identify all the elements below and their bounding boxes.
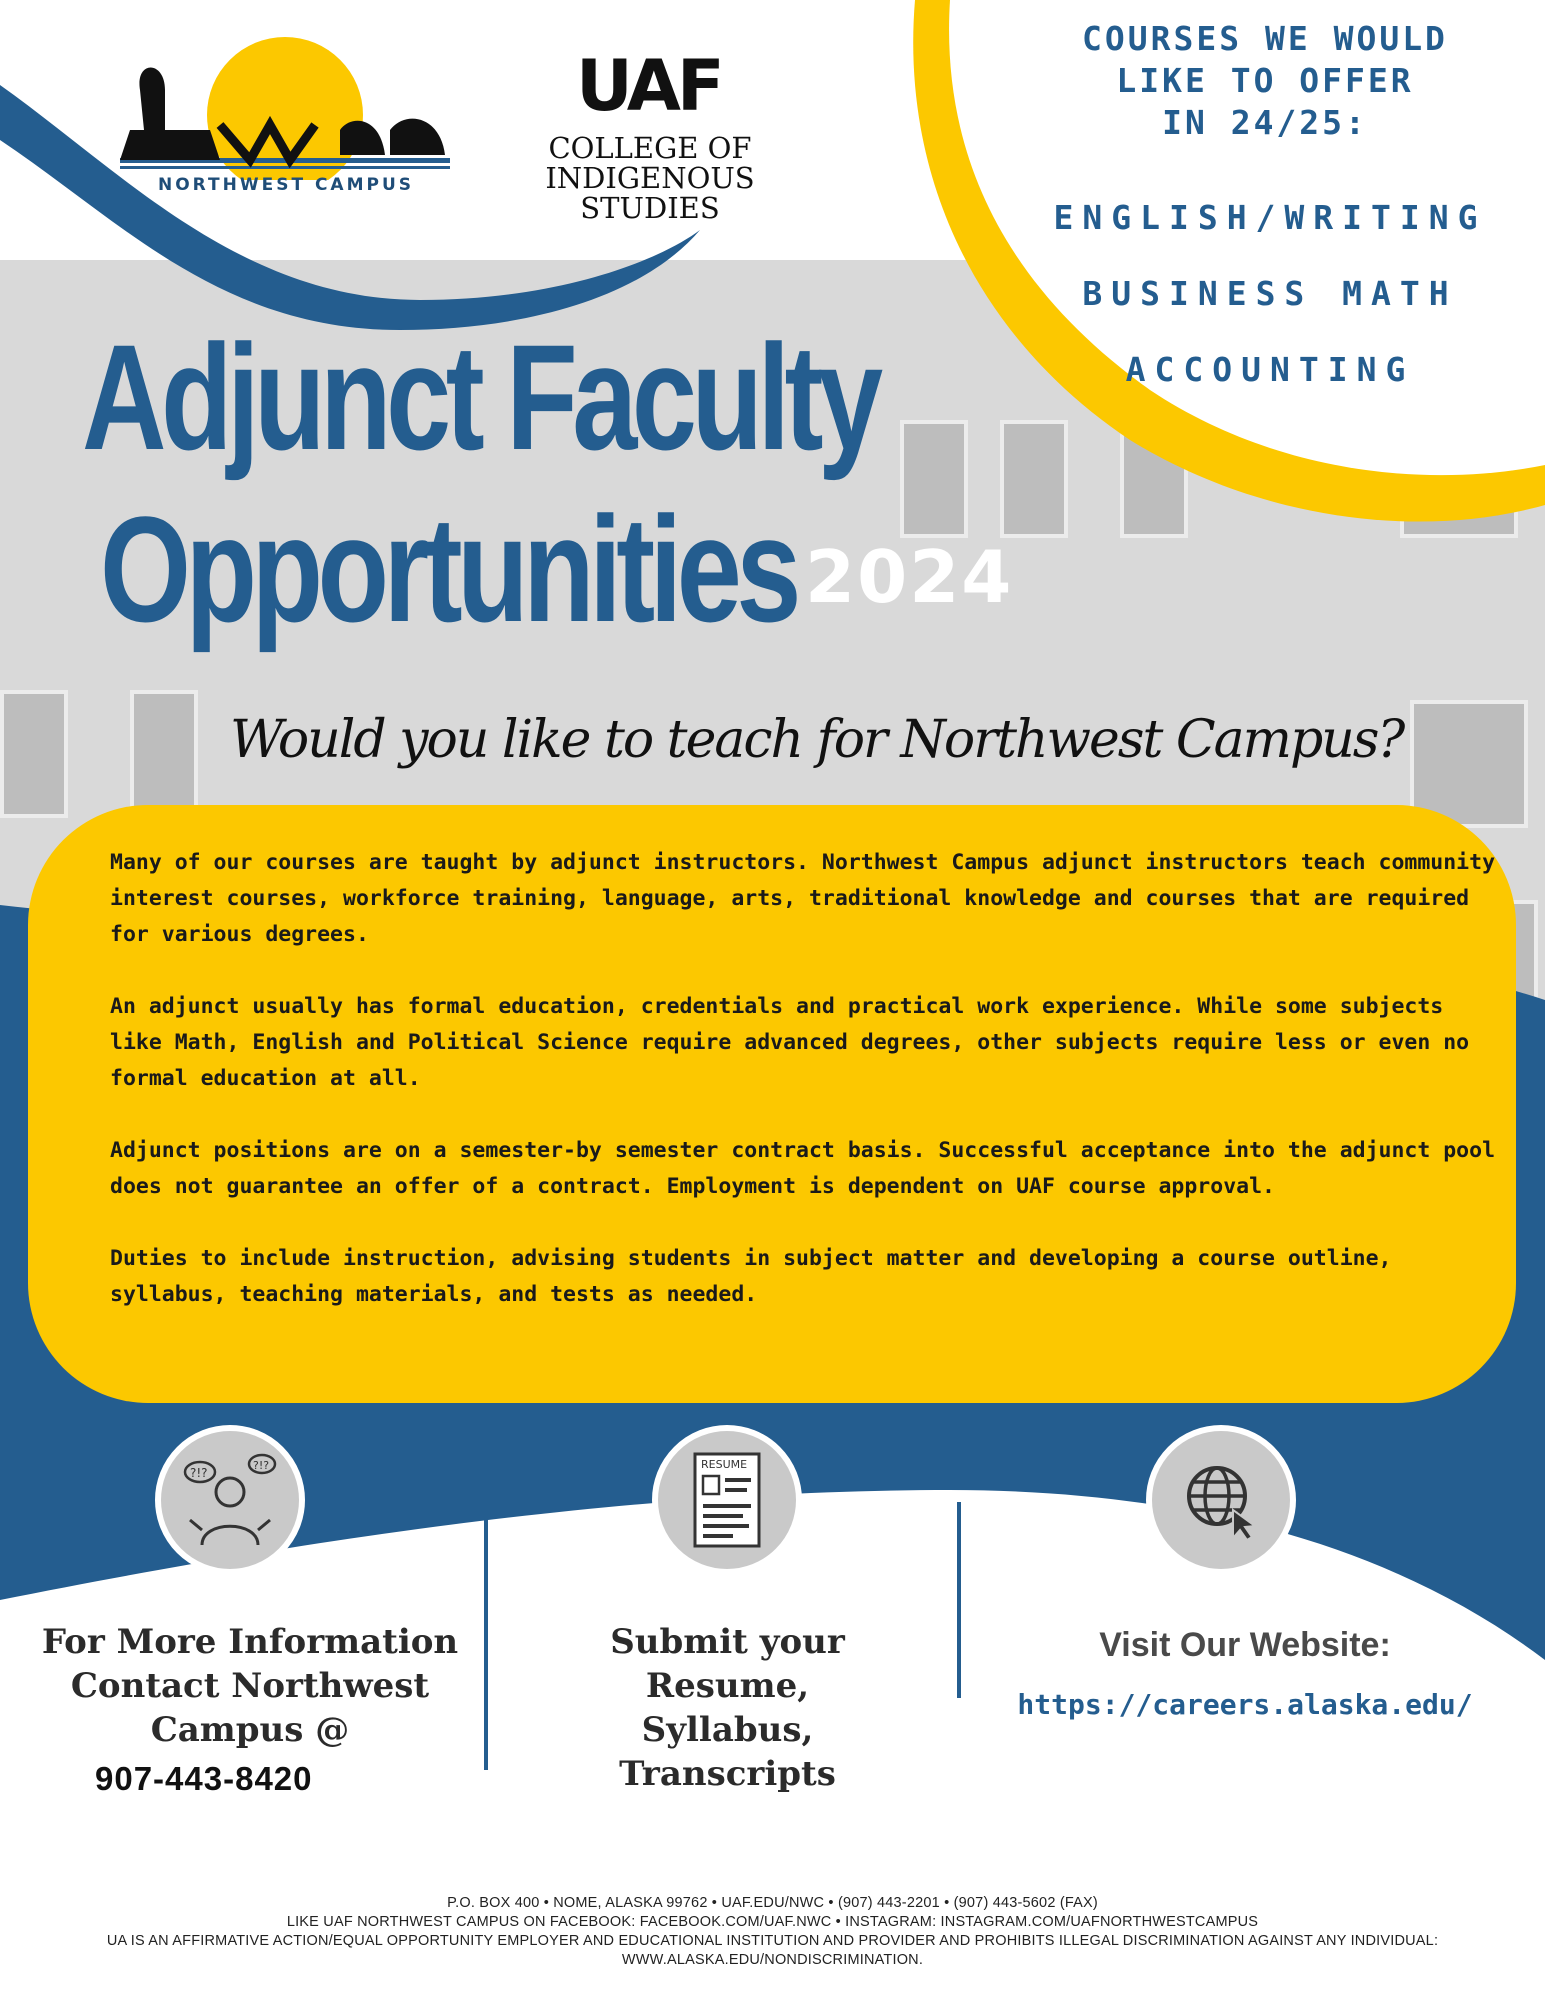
nwc-logo (120, 30, 450, 200)
nwc-logo-graphic (120, 30, 450, 180)
page-title-line1: Adjunct Faculty (82, 313, 878, 481)
contact-line1: For More Information (41, 1622, 459, 1662)
submit-line3: Syllabus, (641, 1710, 814, 1750)
column-divider (484, 1512, 488, 1770)
contact-phone[interactable]: 907-443-8420 (95, 1760, 313, 1797)
uaf-logo (480, 45, 820, 225)
person-question-icon-circle (155, 1425, 305, 1575)
footer-nondiscrimination: WWW.ALASKA.EDU/NONDISCRIMINATION. (621, 1952, 924, 1968)
college-name-line1: COLLEGE OF (548, 131, 752, 165)
description-text (110, 845, 1500, 1349)
description-panel (28, 805, 1516, 1403)
submit-line4: Transcripts (619, 1754, 836, 1794)
contact-line3: Campus @ (150, 1710, 350, 1750)
course-item: ACCOUNTING (1125, 350, 1415, 389)
course-item: ENGLISH/WRITING (1053, 198, 1487, 237)
college-name-line2: INDIGENOUS STUDIES (545, 161, 755, 225)
submit-line2: Resume, (645, 1666, 810, 1706)
submit-info (500, 1620, 955, 1796)
courses-heading (1000, 18, 1530, 144)
person-question-icon (180, 1450, 280, 1550)
paragraph-intro: Many of our courses are taught by adjunct instructors. Northwest Campus adjunct instructors teach community interest courses, workforce training, language, arts, traditional knowledge and courses that are required for various degrees. (110, 850, 1496, 947)
question-marks-right: ?!? (253, 1459, 270, 1472)
paragraph-duties: Duties to include instruction, advising students in subject matter and developing a course outline, syllabus, teaching materials, and tests as needed. (110, 1246, 1392, 1307)
tagline: Would you like to teach for Northwest Campus? (230, 710, 1404, 770)
courses-heading-line3: IN 24/25: (1162, 103, 1368, 142)
website-label: Visit Our Website: (1099, 1626, 1391, 1664)
courses-heading-line2: LIKE TO OFFER (1116, 61, 1414, 100)
paragraph-qualifications: An adjunct usually has formal education, credentials and practical work experience. While some subjects like Math, English and Political Science require advanced degrees, other subjects require less or even no formal education at all. (110, 994, 1470, 1091)
courses-list (1000, 180, 1540, 408)
resume-icon-circle (652, 1425, 802, 1575)
footer-social: LIKE UAF NORTHWEST CAMPUS ON FACEBOOK: FACEBOOK.COM/UAF.NWC • INSTAGRAM: INSTAGRAM.COM/UAFNORTHWESTCAMPUS (286, 1914, 1259, 1930)
title-year: 2024 (805, 535, 1014, 619)
page-title-line2: Opportunities (100, 485, 796, 653)
courses-heading-line1: COURSES WE WOULD (1082, 19, 1448, 58)
paragraph-contract: Adjunct positions are on a semester-by semester contract basis. Successful acceptance into the adjunct pool does not guarantee an offer of a contract. Employment is dependent on UAF course approval. (110, 1138, 1496, 1199)
contact-info (20, 1620, 480, 1752)
column-divider (957, 1502, 961, 1698)
submit-line1: Submit your (610, 1622, 845, 1662)
question-marks-left: ?!? (190, 1466, 208, 1480)
resume-icon (687, 1450, 767, 1550)
uaf-wordmark: UAF (576, 45, 721, 127)
course-item: BUSINESS MATH (1082, 274, 1458, 313)
contact-line2: Contact Northwest (70, 1666, 430, 1706)
globe-icon (1181, 1460, 1261, 1540)
nwc-logo-label: NORTHWEST CAMPUS (158, 175, 415, 195)
footer-address: P.O. BOX 400 • NOME, ALASKA 99762 • UAF.EDU/NWC • (907) 443-2201 • (907) 443-5602 (FAX) (447, 1895, 1098, 1911)
website-link[interactable]: https://careers.alaska.edu/ (1017, 1688, 1473, 1721)
resume-icon-label: RESUME (701, 1458, 748, 1471)
footer (0, 1894, 1545, 1970)
footer-eeo: UA IS AN AFFIRMATIVE ACTION/EQUAL OPPORTUNITY EMPLOYER AND EDUCATIONAL INSTITUTION AND PROVIDER AND PROHIBITS ILLEGAL DISCRIMINATION AGAINST ANY INDIVIDUAL: (106, 1933, 1439, 1949)
globe-icon-circle (1146, 1425, 1296, 1575)
